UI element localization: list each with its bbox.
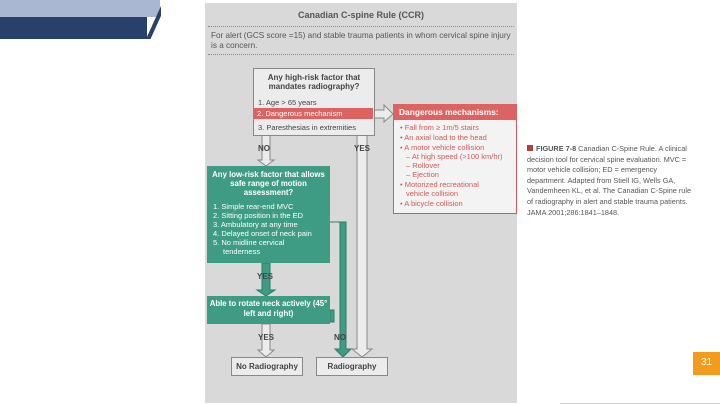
label-yes: YES [257,272,274,281]
arrow-danger [373,105,393,122]
ccr-subtitle: For alert (GCS score =15) and stable trauma patients in whom cervical spine injury is a concern. [211,31,511,50]
low-risk-item: 3. Ambulatory at any time [213,220,298,229]
caption-label: FIGURE 7-8 [536,144,577,153]
danger-item: • Fall from ≥ 1m/5 stairs [400,123,479,132]
label-no: NO [258,144,270,153]
rotate-neck-box [207,296,330,324]
danger-item: • An axial load to the head [400,133,487,142]
no-radiography-box [231,357,303,376]
caption-square-icon [527,145,533,151]
figure-caption [527,144,697,218]
low-risk-box [207,166,330,263]
dangerous-mechanisms-header [393,104,517,120]
dangerous-mechanism-row [253,108,373,119]
label-yes: YES [354,144,371,153]
footer-line [560,403,720,404]
ccr-title: Canadian C-spine Rule (CCR) [297,10,424,20]
page-number: 31 [700,357,713,368]
label-yes: YES [258,333,275,342]
rotate-neck-text: Able to rotate neck actively (45° left and right) [209,299,328,318]
low-risk-item: 5. No midline cervical [213,238,285,247]
no-radiography-label: No Radiography [236,362,298,371]
dangerous-mechanisms-box [393,104,517,214]
page-number-badge [693,352,720,375]
low-risk-title: Any low-risk factor that allows safe range of motion assessment? [212,170,325,197]
low-risk-item: tenderness [223,247,261,256]
radiography-label: Radiography [327,362,377,371]
low-risk-item: 1. Simple rear-end MVC [213,202,294,211]
danger-item: • Motorized recreational [400,180,479,189]
caption-text: Canadian C-Spine Rule. A clinical decision tool for cervical spine evaluation. MVC = motor vehicle collision; ED = emergency department. Adapted from Stiell IG, Wells GA, Vandemheen KL, et al. The Canadian C-Spine rule of radiography in alert and stable trauma patients. JAMA 2001;286:1841–1848. [527,144,692,217]
danger-item: • A motor vehicle collision [400,143,485,152]
danger-item: • A bicycle collision [400,199,463,208]
high-risk-item: 1. Age > 65 years [258,98,317,107]
high-risk-box [253,68,375,136]
high-risk-item: 3. Paresthesias in extremities [258,123,356,132]
danger-item: – Ejection [406,170,439,179]
arrow-no-3 [330,310,334,322]
high-risk-title: Any high-risk factor that mandates radiography? [267,73,361,91]
radiography-box [316,357,388,376]
arrow-yes-1 [352,134,372,357]
dangerous-mechanisms-title: Dangerous mechanisms: [399,107,499,117]
low-risk-item: 4. Delayed onset of neck pain [213,229,312,238]
label-no: NO [334,333,346,342]
danger-item: – At high speed (>100 km/hr) [406,152,503,161]
danger-item: – Rollover [406,161,440,170]
danger-item: vehicle collision [406,189,459,198]
low-risk-item: 2. Sitting position in the ED [213,211,304,220]
high-risk-item: 2. Dangerous mechanism [257,109,343,118]
